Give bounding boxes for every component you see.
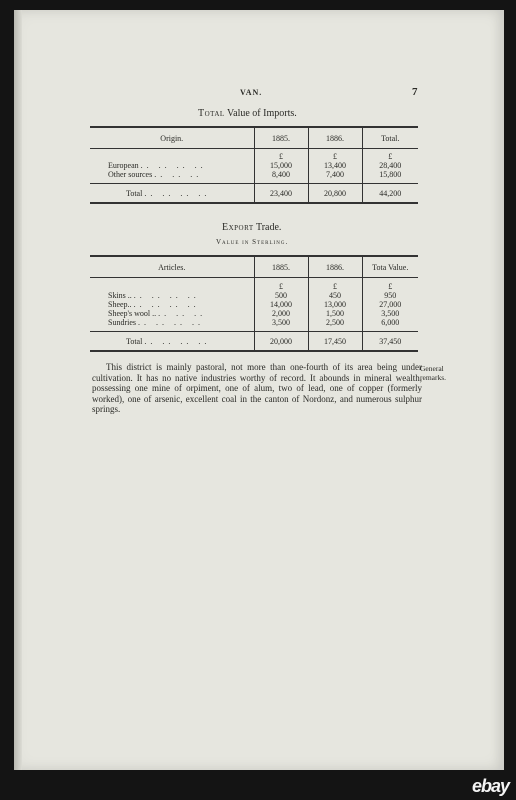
imports-table-title [198, 108, 297, 119]
cell-1885: 3,500 [254, 318, 308, 332]
page-number: 7 [412, 86, 418, 98]
row-label: Sheep.. [108, 300, 132, 309]
imports-header-row [90, 127, 418, 149]
cell-1885: 8,400 [254, 170, 308, 184]
row-label: European [108, 161, 139, 170]
cell-total: 950 [362, 291, 418, 300]
table-row [90, 300, 418, 309]
column-header-1885: 1885. [254, 127, 308, 149]
currency-symbol: £ [254, 278, 308, 292]
imports-total-row [90, 184, 418, 204]
imports-title-smallcaps: Total [198, 108, 225, 119]
currency-symbol: £ [362, 149, 418, 162]
currency-symbol: £ [308, 278, 362, 292]
row-label: Sundries [108, 318, 136, 327]
cell-1886: 1,500 [308, 309, 362, 318]
total-1885: 23,400 [254, 184, 308, 204]
total-1885: 20,000 [254, 332, 308, 352]
body-paragraph: This district is mainly pastoral, not more than one-fourth of its area being under cultivation. It has no native industries worthy of record. It abounds in mineral wealth, possessing one mine of orpiment, one of alum, two of lead, one of copper (formerly worked), one of arsenic, excellent coal in the canton of Nordonz, and numerous sulphur springs. [92, 362, 422, 414]
table-row [90, 318, 418, 332]
total-1886: 20,800 [308, 184, 362, 204]
leader-dots: .. .. .. .. [133, 300, 200, 309]
row-label: Sheep's wool .. [108, 309, 157, 318]
leader-dots: .. .. .. .. [144, 336, 211, 346]
cell-1886: 13,000 [308, 300, 362, 309]
cell-total: 27,000 [362, 300, 418, 309]
row-label: Other sources [108, 170, 153, 179]
currency-symbol: £ [362, 278, 418, 292]
column-header-1886: 1886. [308, 256, 362, 278]
currency-row [90, 149, 418, 162]
table-row [90, 170, 418, 184]
exports-title-smallcaps: Export [222, 222, 254, 233]
column-header-total: Total. [362, 127, 418, 149]
column-header-origin: Origin. [90, 127, 254, 149]
cell-total: 15,800 [362, 170, 418, 184]
imports-title-rest: Value of Imports. [224, 108, 297, 119]
exports-table [90, 255, 418, 352]
cell-1886: 2,500 [308, 318, 362, 332]
leader-dots: .. .. .. .. [144, 188, 211, 198]
body-text [92, 362, 422, 415]
cell-total: 28,400 [362, 161, 418, 170]
total-label: Total [126, 188, 143, 198]
leader-dots: .. .. .. .. [133, 291, 200, 300]
table-row [90, 161, 418, 170]
leader-dots: .. .. .. .. [138, 318, 204, 327]
currency-symbol: £ [254, 149, 308, 162]
column-header-1885: 1885. [254, 256, 308, 278]
column-header-total-value: Tota Value. [362, 256, 418, 278]
leader-dots: .. .. .. [158, 309, 207, 318]
exports-table-title [222, 222, 281, 233]
total-grand: 37,450 [362, 332, 418, 352]
exports-total-row [90, 332, 418, 352]
total-label: Total [126, 336, 143, 346]
currency-row [90, 278, 418, 292]
row-label: Skins .. [108, 291, 132, 300]
cell-total: 6,000 [362, 318, 418, 332]
leader-dots: .. .. .. .. [140, 161, 207, 170]
exports-header-row [90, 256, 418, 278]
cell-1886: 13,400 [308, 161, 362, 170]
page-spine-shadow [14, 10, 22, 770]
total-grand: 44,200 [362, 184, 418, 204]
cell-1885: 2,000 [254, 309, 308, 318]
column-header-1886: 1886. [308, 127, 362, 149]
exports-subtitle: Value in Sterling. [216, 238, 289, 246]
total-1886: 17,450 [308, 332, 362, 352]
cell-1885: 14,000 [254, 300, 308, 309]
table-row [90, 291, 418, 300]
exports-title-rest: Trade. [253, 222, 282, 233]
running-header: VAN. [240, 88, 263, 97]
column-header-articles: Articles. [90, 256, 254, 278]
imports-table [90, 126, 418, 204]
cell-total: 3,500 [362, 309, 418, 318]
cell-1886: 7,400 [308, 170, 362, 184]
currency-symbol: £ [308, 149, 362, 162]
cell-1886: 450 [308, 291, 362, 300]
cell-1885: 500 [254, 291, 308, 300]
table-row [90, 309, 418, 318]
ebay-watermark-logo: ebay [472, 776, 510, 796]
cell-1885: 15,000 [254, 161, 308, 170]
margin-note: General remarks. [420, 364, 447, 382]
leader-dots: .. .. .. [154, 170, 203, 179]
